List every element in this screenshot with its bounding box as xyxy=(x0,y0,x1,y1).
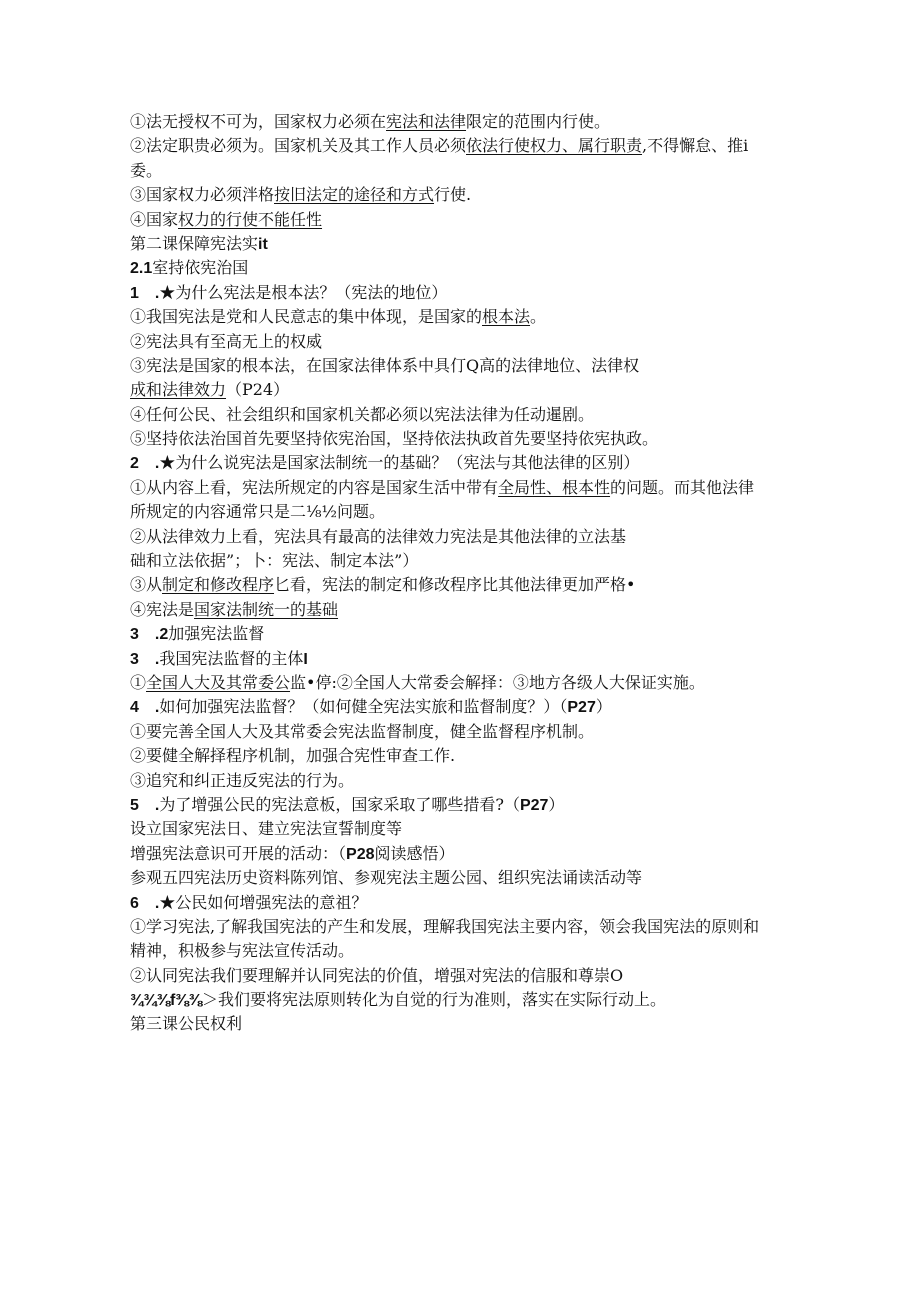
text-run: 1 . xyxy=(130,284,160,302)
text-run: ①学习宪法,了解我国宪法的产生和发展，理解我国宪法主要内容，领会我国宪法的原则和 xyxy=(130,916,760,936)
text-run: ⑤坚持依法治国首先要坚持依宪治国，坚持依法执政首先要坚持依宪执政。 xyxy=(130,429,659,449)
underlined-key-phrase: 按旧法定的途径和方式 xyxy=(274,185,435,205)
text-run: 设立国家宪法日、建立宪法宣誓制度等 xyxy=(130,819,403,839)
text-line xyxy=(130,110,870,134)
text-run: ①我国宪法是党和人民意志的集中体现，是国家的 xyxy=(130,307,483,327)
text-line xyxy=(130,793,870,817)
underlined-key-phrase: 依法行使权力、属行职责 xyxy=(466,136,643,156)
text-line xyxy=(130,842,870,866)
underlined-key-phrase: 成和法律效力 xyxy=(130,380,227,400)
text-line xyxy=(130,598,870,622)
text-line xyxy=(130,208,870,232)
text-run: 限定的范围内行使。 xyxy=(466,112,611,131)
text-run: P27 xyxy=(519,796,549,814)
text-line xyxy=(130,573,870,597)
text-line xyxy=(130,891,870,915)
underlined-key-phrase: 制定和修改程序 xyxy=(162,575,275,595)
text-line xyxy=(130,232,870,256)
text-line xyxy=(130,939,870,963)
text-run: 室持依宪治国 xyxy=(152,258,249,278)
text-run: 参观五四宪法历史资料陈列馆、参观宪法主题公园、组织宪法诵读活动等 xyxy=(130,868,643,888)
text-run: ③宪法是国家的根本法，在国家法律体系中具仃Q高的法律地位、法律权 xyxy=(130,355,640,375)
text-run: 3 . xyxy=(130,650,160,668)
text-run: ¾¾⅜f⅜⅜ xyxy=(130,992,203,1010)
text-run: ） xyxy=(595,697,612,717)
text-line xyxy=(130,525,870,549)
text-run: ②从法律效力上看，宪法具有最高的法律效力宪法是其他法律的立法基 xyxy=(130,526,627,546)
text-run: I xyxy=(303,650,308,668)
text-run: 。 xyxy=(530,307,547,327)
text-run: 加强宪法监督 xyxy=(168,624,265,644)
underlined-key-phrase: 国家法制统一的基础 xyxy=(194,599,339,619)
text-line xyxy=(130,330,870,354)
text-run: 础和立法依据”；卜：宪法、制定本法”） xyxy=(130,551,419,571)
text-line xyxy=(130,622,870,646)
text-line xyxy=(130,671,870,695)
text-line xyxy=(130,647,870,671)
text-line xyxy=(130,988,870,1012)
text-run: 6 . xyxy=(130,894,160,912)
text-run: ②宪法具有至高无上的权威 xyxy=(130,331,323,351)
text-line xyxy=(130,183,870,207)
underlined-key-phrase: 全国人大及其常委公 xyxy=(146,672,291,692)
text-line xyxy=(130,720,870,744)
text-run: ③从 xyxy=(130,575,163,595)
text-run: ① xyxy=(130,672,147,692)
text-run: 行使. xyxy=(434,185,472,205)
text-run: 增强宪法意识可开展的活动：（ xyxy=(130,843,347,863)
text-run: it xyxy=(258,235,268,253)
text-run: 监•停:②全国人大常委会解择：③地方各级人大保证实施。 xyxy=(290,672,705,692)
text-run: 如何加强宪法监督？（如何健全宪法实旅和监督制度？）（ xyxy=(159,697,568,717)
text-run: 精神，积极参与宪法宣传活动。 xyxy=(130,941,355,961)
underlined-key-phrase: 权力的行使不能任性 xyxy=(178,209,323,229)
text-run: （P24） xyxy=(226,380,290,400)
text-run: ①从内容上看，宪法所规定的内容是国家生活中带有 xyxy=(130,477,499,497)
text-line xyxy=(130,964,870,988)
text-run: 第二课保障宪法实 xyxy=(130,233,259,253)
text-run: ★为什么宪法是根本法？（宪法的地位） xyxy=(159,282,448,302)
text-run: 5 . xyxy=(130,796,160,814)
text-line xyxy=(130,427,870,451)
text-run: 为了增强公民的宪法意板，国家采取了哪些措看?（ xyxy=(159,794,520,814)
text-run: ③追究和纠正违反宪法的行为。 xyxy=(130,770,355,790)
document-body xyxy=(130,110,870,1037)
text-run: 委。 xyxy=(130,160,163,180)
text-run: P27 xyxy=(567,699,596,717)
text-run: 我国宪法监督的主体 xyxy=(159,648,304,668)
text-run: ③国家权力必须泮格 xyxy=(130,185,275,205)
underlined-key-phrase: 全局性、根本性 xyxy=(498,477,611,497)
text-run: 2 . xyxy=(130,455,160,473)
underlined-key-phrase: 根本法 xyxy=(482,307,531,327)
text-run: ④宪法是 xyxy=(130,599,195,619)
text-line xyxy=(130,695,870,719)
text-line xyxy=(130,500,870,524)
text-run: 匕看，宪法的制定和修改程序比其他法律更加严格• xyxy=(274,575,636,595)
text-run: P28 xyxy=(346,845,375,863)
text-line xyxy=(130,866,870,890)
text-run: ＞我们要将宪法原则转化为自觉的行为准则，落实在实际行动上。 xyxy=(202,990,667,1010)
text-run: ④任何公民、社会组织和国家机关都必须以宪法法律为任动暹剧。 xyxy=(130,404,595,424)
text-run: 阅读感悟） xyxy=(374,843,455,863)
text-line xyxy=(130,769,870,793)
text-line xyxy=(130,915,870,939)
text-line xyxy=(130,744,870,768)
text-run: ） xyxy=(548,794,565,814)
text-line xyxy=(130,403,870,427)
text-line xyxy=(130,451,870,475)
text-run: 4 . xyxy=(130,699,160,717)
text-run: 的问题。而其他法律 xyxy=(610,477,755,497)
text-run: ②要健全解择程序机制，加强合宪性审查工作. xyxy=(130,746,456,766)
text-run: ★公民如何增强宪法的意祖？ xyxy=(159,892,368,912)
text-run: 第三课公民权利 xyxy=(130,1014,243,1034)
text-line xyxy=(130,817,870,841)
text-line xyxy=(130,256,870,280)
text-line xyxy=(130,1012,870,1036)
text-run: ①法无授权不可为，国家权力必须在 xyxy=(130,112,387,131)
text-run: ★为什么说宪法是国家法制统一的基础？（宪法与其他法律的区别） xyxy=(159,453,640,473)
text-run: ,不得懈怠、推i xyxy=(642,136,749,156)
text-run: ④国家 xyxy=(130,209,179,229)
text-line xyxy=(130,476,870,500)
text-run: 3 .2 xyxy=(130,626,169,644)
text-line xyxy=(130,378,870,402)
underlined-key-phrase: 宪法和法律 xyxy=(386,112,467,131)
text-line xyxy=(130,134,870,158)
text-line xyxy=(130,281,870,305)
text-run: ②认同宪法我们要理解并认同宪法的价值，增强对宪法的信服和尊崇O xyxy=(130,965,624,985)
text-line xyxy=(130,159,870,183)
text-run: 2.1 xyxy=(130,260,153,278)
text-run: 所规定的内容通常只是二⅛½问题。 xyxy=(130,502,386,522)
text-line xyxy=(130,305,870,329)
text-line xyxy=(130,549,870,573)
text-line xyxy=(130,354,870,378)
text-run: ②法定职贵必须为。国家机关及其工作人员必须 xyxy=(130,136,467,156)
text-run: ①要完善全国人大及其常委会宪法监督制度，健全监督程序机制。 xyxy=(130,721,595,741)
